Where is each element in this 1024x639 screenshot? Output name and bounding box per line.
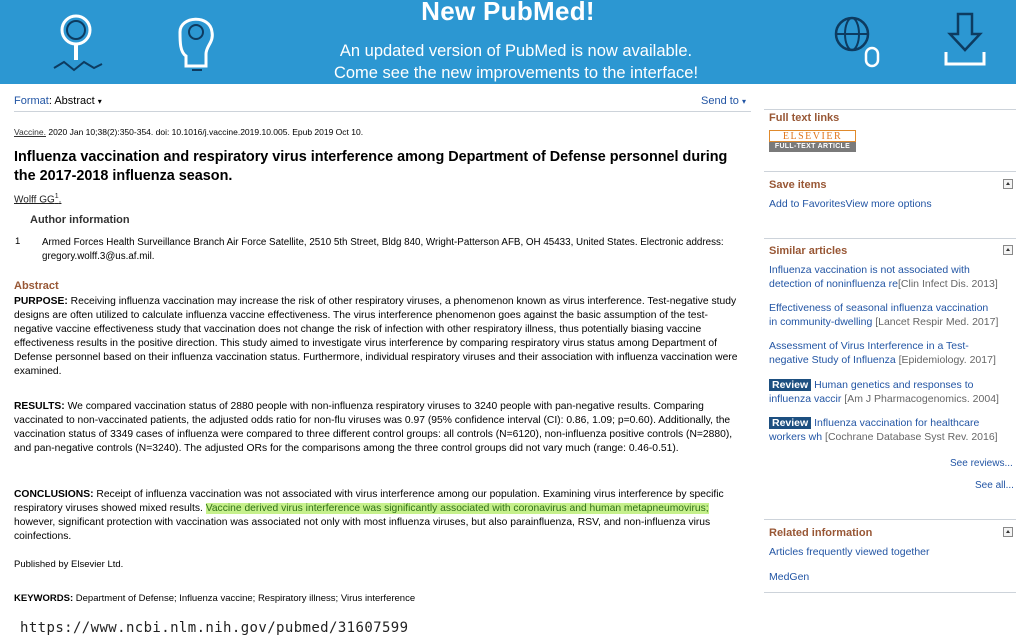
abstract-purpose — [14, 295, 744, 380]
publisher-note: Published by Elsevier Ltd. — [14, 559, 124, 570]
similar-article-1[interactable] — [769, 263, 1019, 292]
journal-link[interactable]: Vaccine. — [14, 127, 46, 137]
sidebar-divider-save — [764, 171, 1016, 172]
author-superscript: 1 — [54, 193, 59, 200]
full-text-links-title: Full text links — [769, 112, 840, 124]
similar-article-title: Assessment of Virus Interference in a Test- — [769, 340, 969, 352]
similar-article-title-cont: negative Study of Influenza — [769, 354, 896, 367]
similar-article-title: Influenza vaccination is not associated with — [769, 264, 970, 276]
similar-article-source: [Epidemiology. 2017] — [895, 354, 996, 367]
sidebar-divider-related — [764, 519, 1016, 520]
similar-article-4[interactable] — [769, 378, 1019, 407]
similar-articles-collapse-toggle[interactable] — [1003, 245, 1013, 255]
author-information-toggle[interactable]: Author information — [30, 214, 130, 226]
similar-article-title-cont: workers wh — [769, 431, 823, 444]
related-information-collapse-toggle[interactable] — [1003, 527, 1013, 537]
similar-article-title-cont: in community-dwelling — [769, 316, 873, 329]
similar-articles-title: Similar articles — [769, 245, 848, 257]
related-item-viewed-together[interactable]: Articles frequently viewed together — [769, 546, 930, 558]
similar-article-title: Human genetics and responses to — [811, 379, 974, 391]
new-pubmed-banner[interactable] — [0, 0, 1016, 84]
elsevier-full-text-button[interactable] — [769, 130, 856, 152]
similar-article-title-cont: detection of noninfluenza re — [769, 278, 899, 291]
save-items-links — [769, 197, 932, 211]
abstract-results — [14, 400, 744, 456]
article-title: Influenza vaccination and respiratory virus interference among Department of Defense personnel during the 2017-2018 influenza season. — [14, 149, 728, 184]
banner-subtitle-2: Come see the new improvements to the interface! — [333, 64, 699, 82]
similar-article-3[interactable] — [769, 339, 1019, 368]
similar-article-title-cont: influenza vaccir — [769, 393, 842, 406]
affiliation-text: Armed Forces Health Surveillance Branch Air Force Satellite, 2510 5th Street, Bldg 840, Wright-Patterson AFB, OH 45433, United States. Electronic address: gregory.wolff.3@us.af.mil. — [42, 237, 724, 262]
abstract-heading: Abstract — [14, 280, 59, 292]
keywords — [14, 593, 415, 604]
sidebar-divider-similar — [764, 238, 1016, 239]
similar-article-2[interactable] — [769, 301, 1019, 330]
elsevier-full-text-label: FULL-TEXT ARTICLE — [769, 142, 856, 152]
banner-subtitle-1: An updated version of PubMed is now available. — [339, 42, 693, 60]
author-link[interactable]: Wolff $GG^1$. — [14, 193, 62, 206]
page-url: https://www.ncbi.nlm.nih.gov/pubmed/31607599 — [20, 620, 409, 636]
purpose-text: Receiving influenza vaccination may increase the risk of other respiratory viruses, a phenomenon known as virus interference. Test-negative study designs are often utilized to calculate influenza vaccine effectiveness. The virus interference phenomenon goes against the basic assumption of the test-negative vaccine effectiveness study that vaccination does not change the risk of infection with other respiratory illness, thus potentially biasing vaccine effectiveness results in the positive direction. This study aimed to investigate virus interference by comparing respiratory virus status among Department of Defense personnel based on their influenza vaccination status. Furthermore, individual respiratory viruses and their association with influenza vaccination were examined. — [14, 296, 738, 378]
related-item-medgen[interactable]: MedGen — [769, 571, 810, 583]
related-information-title: Related information — [769, 527, 873, 539]
abstract-conclusions — [14, 488, 744, 544]
format-value: : Abstract — [48, 95, 95, 107]
similar-article-source: [Cochrane Database Syst Rev. 2016] — [822, 431, 998, 444]
see-reviews-link[interactable]: See reviews... — [950, 458, 1013, 469]
citation — [14, 127, 363, 137]
similar-article-source: [Lancet Respir Med. 2017] — [872, 316, 999, 329]
sidebar-divider-bottom — [764, 592, 1016, 593]
format-label: Format — [14, 95, 49, 107]
results-text: We compared vaccination status of 2880 people with non-influenza respiratory viruses to 3240 people with pan-negative results. Comparing vaccinated to non-vaccinated patients, the adjusted odds ratio for non-flu viruses was 0.97 (95% confidence interval (CI): 0.86, 1.09; p=0.60). Additionally, the vaccination status of 3349 cases of influenza were compared to three different control groups: all controls (N=6120), non-influenza positive controls (N=2880), and pan-negative controls (N=3240). The adjusted ORs for the comparisons among the three control groups did not vary much (range: 0.46-0.51). — [14, 401, 733, 455]
save-items-collapse-toggle[interactable] — [1003, 179, 1013, 189]
citation-details: 2020 Jan 10;38(2):350-354. doi: 10.1016/j.vaccine.2019.10.005. Epub 2019 Oct 10. — [45, 127, 364, 137]
purpose-label: PURPOSE: — [14, 296, 68, 307]
review-badge: Review — [769, 417, 811, 429]
similar-article-source: [Clin Infect Dis. 2013] — [898, 278, 998, 291]
keywords-label: KEYWORDS: — [14, 593, 74, 604]
conclusions-label: CONCLUSIONS: — [14, 489, 94, 500]
send-to-menu[interactable] — [701, 95, 746, 107]
view-more-options-link[interactable]: View more options — [845, 198, 932, 210]
banner-title: New PubMed! — [421, 0, 595, 26]
similar-article-5[interactable] — [769, 416, 1019, 445]
format-selector[interactable] — [14, 95, 102, 107]
review-badge: Review — [769, 379, 811, 391]
results-label: RESULTS: — [14, 401, 65, 412]
conclusions-highlight: Vaccine derived virus interference was significantly associated with coronavirus and human metapneumovirus; — [205, 503, 709, 515]
similar-article-source: [Am J Pharmacogenomics. 2004] — [841, 393, 999, 406]
globe-mouse-icon — [828, 6, 888, 78]
sidebar-divider-top — [764, 109, 1016, 110]
see-all-link[interactable]: See all... — [975, 480, 1014, 491]
add-to-favorites-link[interactable]: Add to Favorites — [769, 198, 846, 210]
chevron-down-icon: ▾ — [741, 97, 746, 106]
similar-article-title: Influenza vaccination for healthcare — [811, 417, 980, 429]
elsevier-logo-text: ELSEVIER — [769, 130, 856, 142]
toolbar-divider — [14, 111, 751, 112]
affiliation-number: 1 — [15, 236, 21, 247]
conclusions-text-1: Receipt of influenza vaccination was not associated with virus interference among our population. Examining virus interference by specific respiratory viruses showed mixed results. — [14, 489, 724, 515]
save-items-title: Save items — [769, 179, 827, 191]
chevron-down-icon: ▾ — [97, 97, 102, 106]
conclusions-text-2: however, significant protection with vaccination was associated not only with most influenza viruses, but also parainfluenza, RSV, and non-influenza virus coinfections. — [14, 517, 711, 543]
download-icon — [940, 6, 990, 78]
keywords-text: Department of Defense; Influenza vaccine; Respiratory illness; Virus interference — [73, 593, 416, 604]
author-name: Wolff GG — [14, 194, 55, 206]
send-to-label: Send to — [701, 95, 739, 107]
similar-article-title: Effectiveness of seasonal influenza vaccination — [769, 302, 989, 314]
